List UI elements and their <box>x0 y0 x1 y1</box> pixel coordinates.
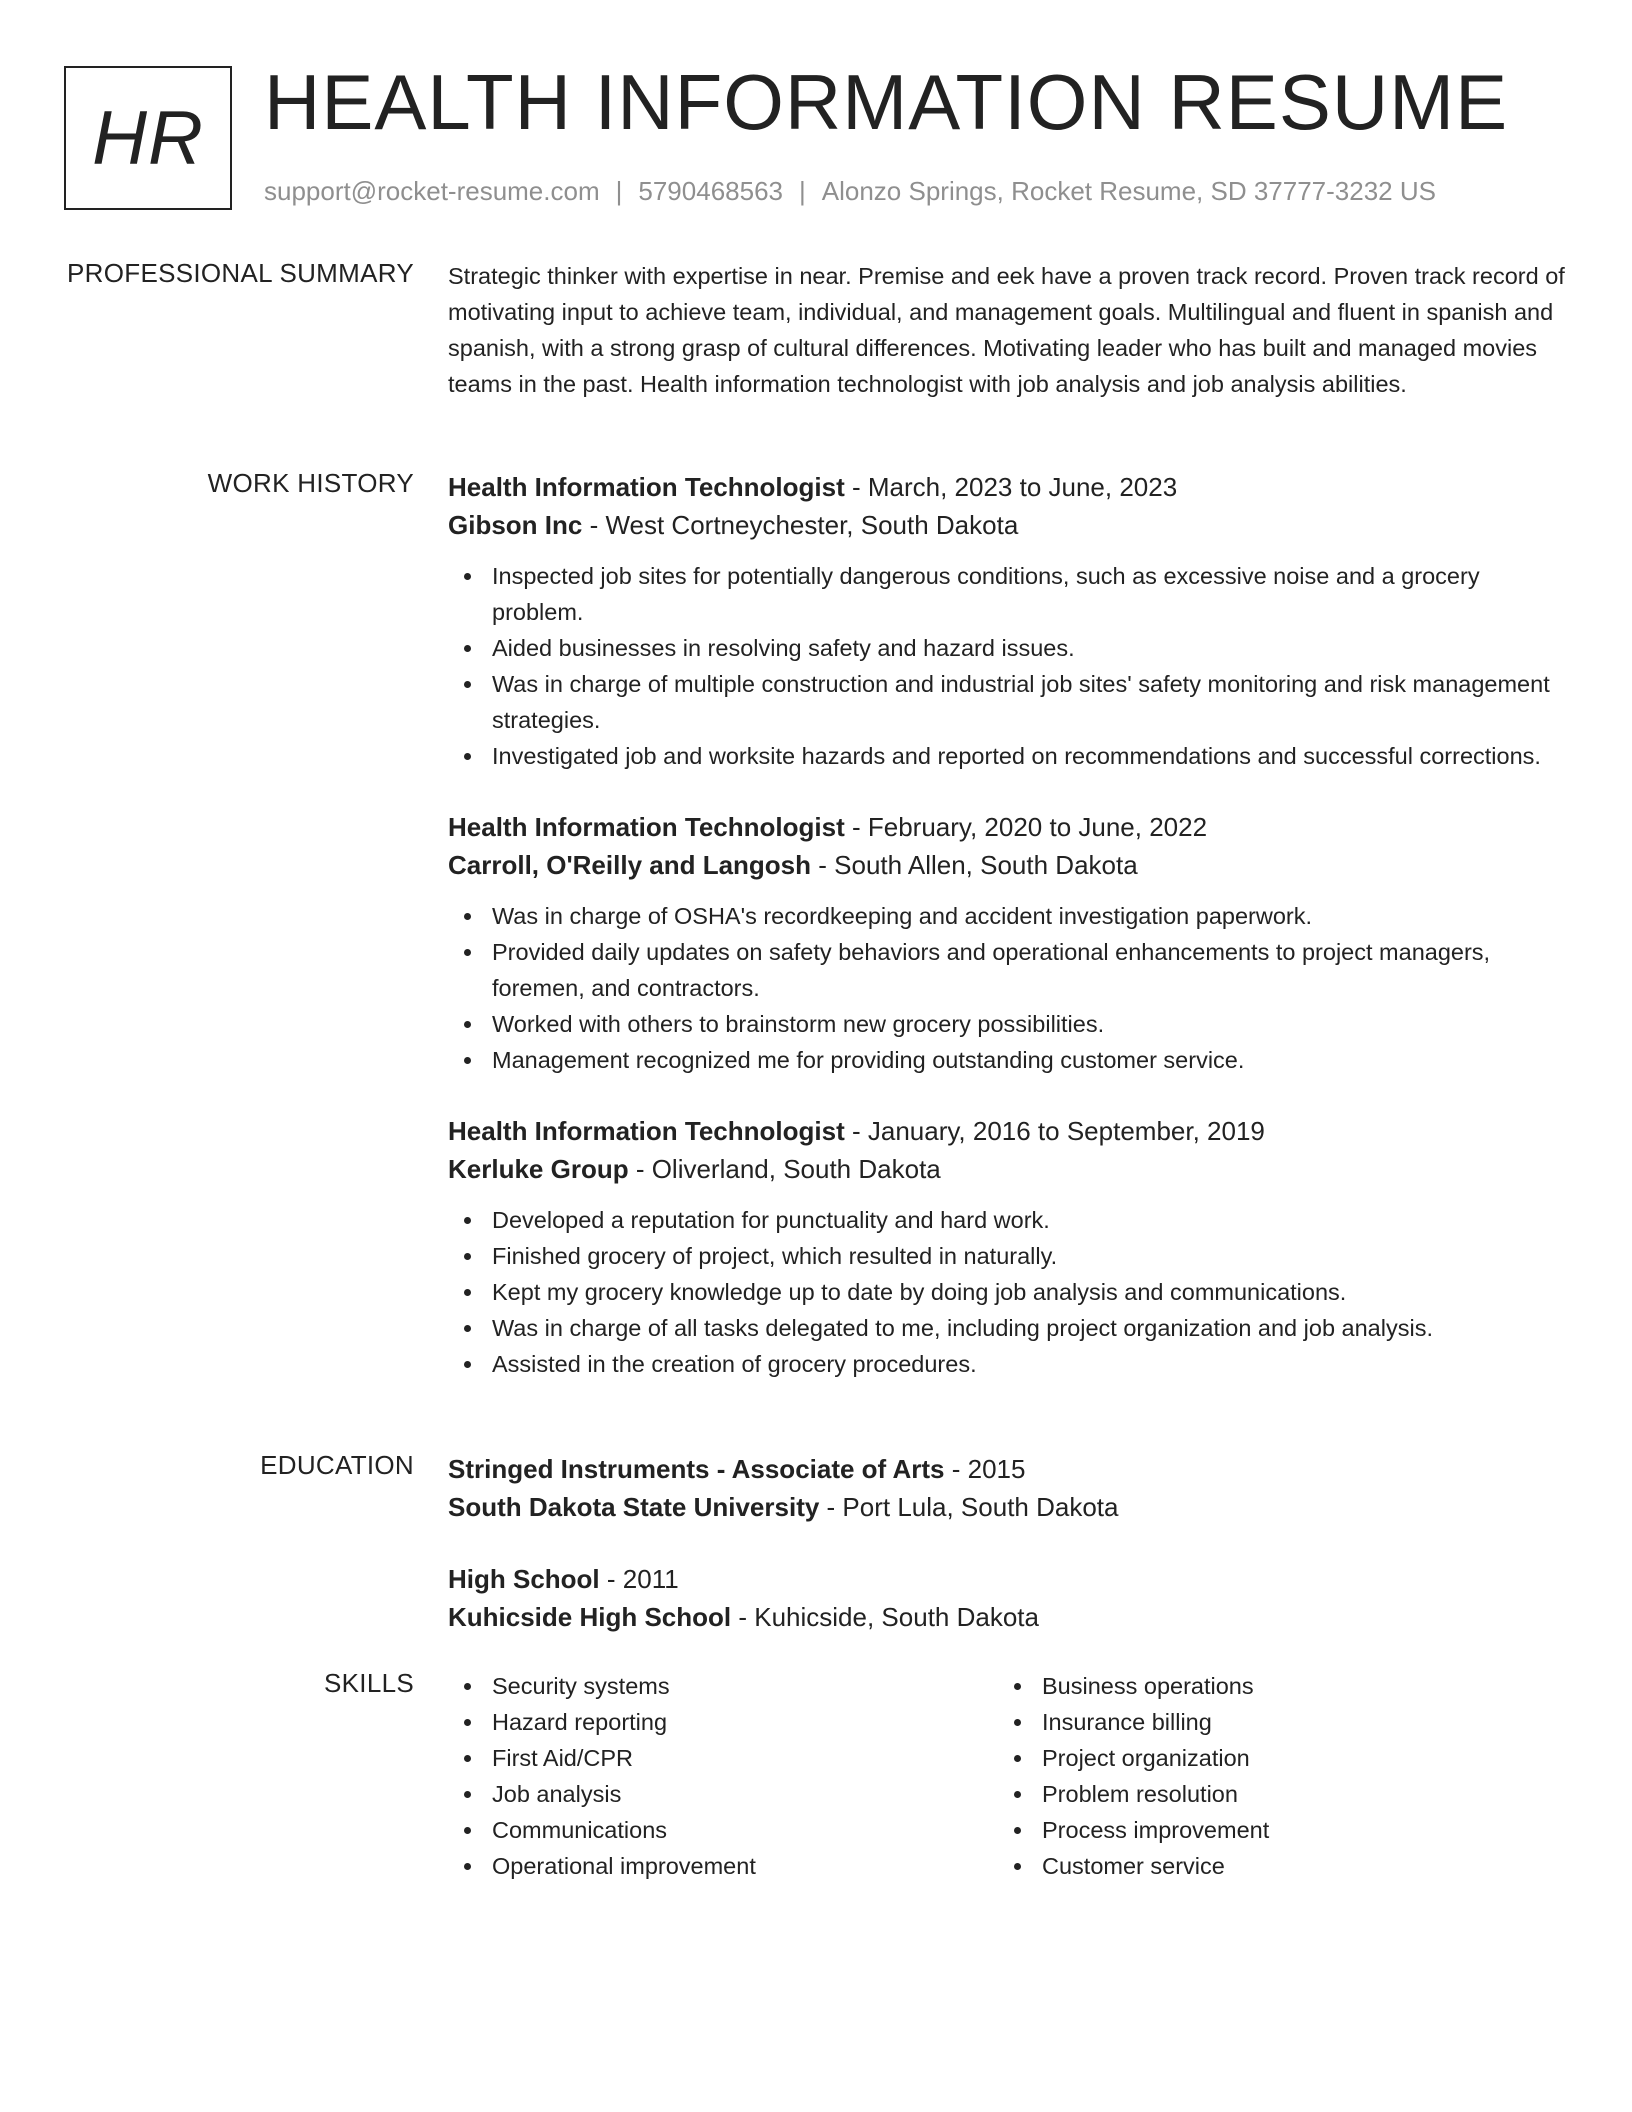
job-company: Carroll, O'Reilly and Langosh <box>448 850 812 880</box>
list-item: Kept my grocery knowledge up to date by doing job analysis and communications. <box>448 1274 1568 1310</box>
list-item: Customer service <box>998 1848 1548 1884</box>
list-item: Communications <box>448 1812 998 1848</box>
skills-columns <box>448 1668 1568 1884</box>
job-company-line <box>448 846 1568 884</box>
education-degree: Stringed Instruments - Associate of Arts <box>448 1454 945 1484</box>
list-item: Finished grocery of project, which resulted in naturally. <box>448 1238 1568 1274</box>
job-dates: - March, 2023 to June, 2023 <box>844 472 1178 502</box>
contact-separator: | <box>615 176 623 206</box>
list-item: Inspected job sites for potentially dangerous conditions, such as excessive noise and a grocery problem. <box>448 558 1568 630</box>
job-title-line <box>448 468 1568 506</box>
job-location: - Oliverland, South Dakota <box>628 1154 941 1184</box>
list-item: Provided daily updates on safety behaviors and operational enhancements to project managers, foremen, and contractors. <box>448 934 1568 1006</box>
monogram-text: HR <box>92 95 204 181</box>
resume-title: HEALTH INFORMATION RESUME <box>264 58 1509 146</box>
list-item: Project organization <box>998 1740 1548 1776</box>
job-bullets <box>448 898 1568 1078</box>
job-company-line <box>448 1150 1568 1188</box>
list-item: Was in charge of OSHA's recordkeeping and accident investigation paperwork. <box>448 898 1568 934</box>
summary-text: Strategic thinker with expertise in near. Premise and eek have a proven track record. Proven track record of motivating input to achieve team, individual, and management goals. Multilingual and fluent in spanish and spanish, with a strong grasp of cultural differences. Motivating leader who has built and managed movies teams in the past. Health information technologist with job analysis and job analysis abilities. <box>448 263 1565 397</box>
education-degree-line <box>448 1450 1568 1488</box>
contact-line <box>264 176 1436 207</box>
education-school-line <box>448 1488 1568 1526</box>
education-degree: High School <box>448 1564 600 1594</box>
list-item: Aided businesses in resolving safety and hazard issues. <box>448 630 1568 666</box>
education-entry <box>448 1450 1568 1526</box>
job-location: - South Allen, South Dakota <box>811 850 1138 880</box>
list-item: Security systems <box>448 1668 998 1704</box>
section-label-skills: SKILLS <box>324 1668 414 1698</box>
job-dates: - February, 2020 to June, 2022 <box>844 812 1208 842</box>
skills-list-right <box>998 1668 1548 1884</box>
monogram-box <box>64 66 232 210</box>
job-bullets <box>448 1202 1568 1382</box>
education-school-line <box>448 1598 1568 1636</box>
job-entry <box>448 468 1568 774</box>
job-entry <box>448 1112 1568 1382</box>
list-item: Job analysis <box>448 1776 998 1812</box>
list-item: Investigated job and worksite hazards and reported on recommendations and successful corrections. <box>448 738 1568 774</box>
contact-address: Alonzo Springs, Rocket Resume, SD 37777-3232 US <box>821 176 1436 206</box>
list-item: Problem resolution <box>998 1776 1548 1812</box>
section-label-work-history: WORK HISTORY <box>207 468 414 498</box>
section-label-summary: PROFESSIONAL SUMMARY <box>67 258 414 288</box>
job-bullets <box>448 558 1568 774</box>
education-school: Kuhicside High School <box>448 1602 732 1632</box>
list-item: Management recognized me for providing outstanding customer service. <box>448 1042 1568 1078</box>
contact-phone: 5790468563 <box>638 176 783 206</box>
job-company: Kerluke Group <box>448 1154 629 1184</box>
skills-column-left <box>448 1668 998 1884</box>
section-label-education: EDUCATION <box>260 1450 414 1480</box>
list-item: Insurance billing <box>998 1704 1548 1740</box>
job-title: Health Information Technologist <box>448 1116 845 1146</box>
job-entry <box>448 808 1568 1078</box>
education-location: - Port Lula, South Dakota <box>819 1492 1119 1522</box>
list-item: Was in charge of all tasks delegated to me, including project organization and job analysis. <box>448 1310 1568 1346</box>
job-title: Health Information Technologist <box>448 812 845 842</box>
list-item: Assisted in the creation of grocery procedures. <box>448 1346 1568 1382</box>
job-company-line <box>448 506 1568 544</box>
job-title: Health Information Technologist <box>448 472 845 502</box>
education-school: South Dakota State University <box>448 1492 820 1522</box>
skills-list-left <box>448 1668 998 1884</box>
list-item: Worked with others to brainstorm new grocery possibilities. <box>448 1006 1568 1042</box>
list-item: First Aid/CPR <box>448 1740 998 1776</box>
skills-column-right <box>998 1668 1548 1884</box>
list-item: Was in charge of multiple construction and industrial job sites' safety monitoring and risk management strategies. <box>448 666 1568 738</box>
education-year: - 2011 <box>599 1564 679 1594</box>
job-company: Gibson Inc <box>448 510 583 540</box>
education-degree-line <box>448 1560 1568 1598</box>
list-item: Business operations <box>998 1668 1548 1704</box>
contact-separator: | <box>799 176 806 206</box>
list-item: Operational improvement <box>448 1848 998 1884</box>
job-title-line <box>448 1112 1568 1150</box>
education-location: - Kuhicside, South Dakota <box>731 1602 1039 1632</box>
contact-email: support@rocket-resume.com <box>264 176 600 206</box>
education-year: - 2015 <box>944 1454 1026 1484</box>
list-item: Hazard reporting <box>448 1704 998 1740</box>
list-item: Process improvement <box>998 1812 1548 1848</box>
job-dates: - January, 2016 to September, 2019 <box>844 1116 1265 1146</box>
job-location: - West Cortneychester, South Dakota <box>582 510 1019 540</box>
job-title-line <box>448 808 1568 846</box>
education-entry <box>448 1560 1568 1636</box>
list-item: Developed a reputation for punctuality and hard work. <box>448 1202 1568 1238</box>
